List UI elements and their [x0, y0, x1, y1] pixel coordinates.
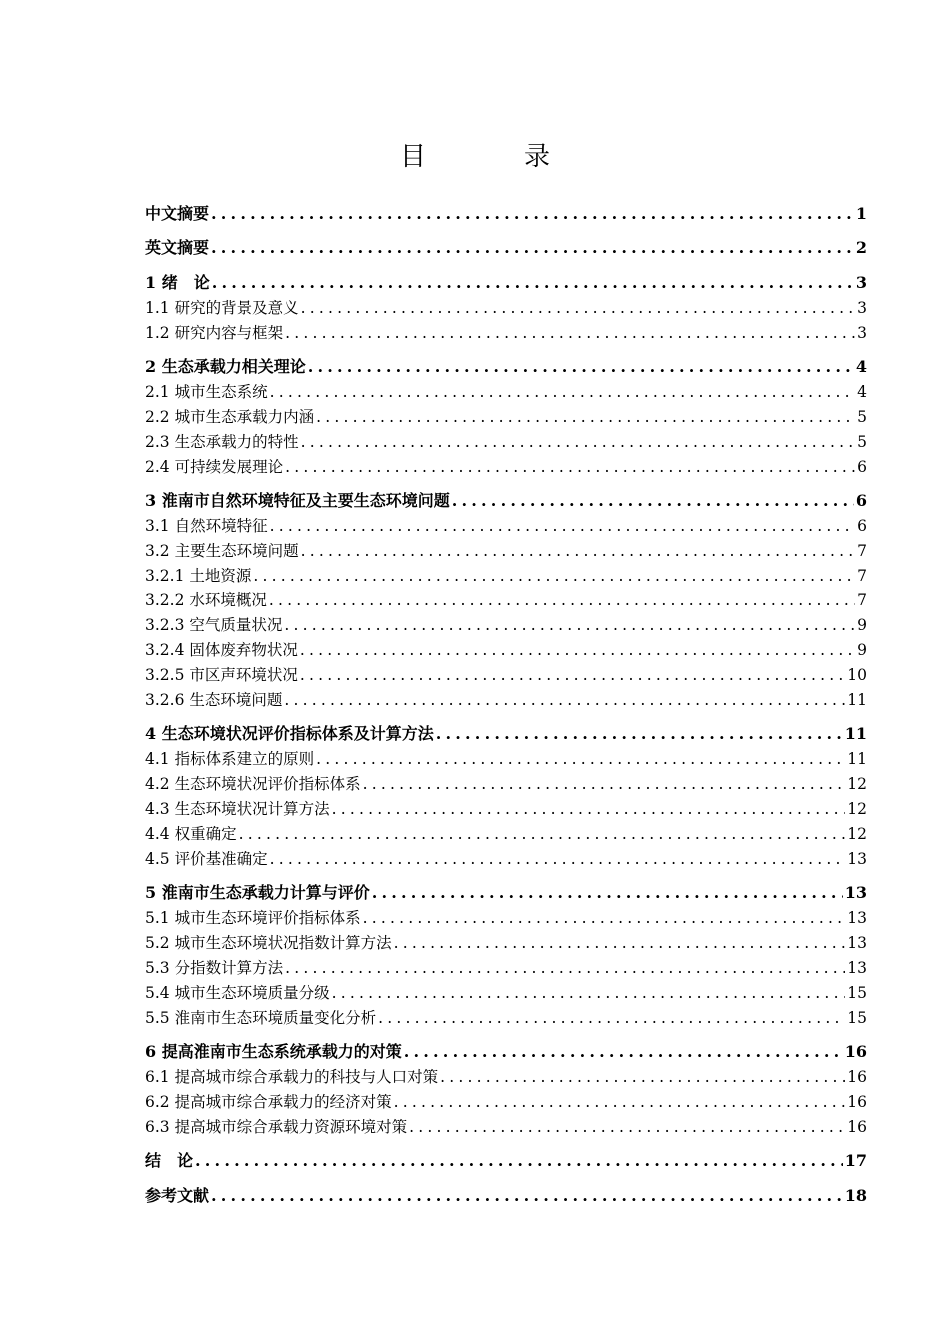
toc-entry[interactable]: [145, 747, 867, 772]
toc-entry-page: 7: [857, 591, 867, 610]
toc-entry[interactable]: [145, 688, 867, 713]
toc-entry[interactable]: [145, 956, 867, 981]
toc-entry-label: 参考文献: [145, 1185, 210, 1205]
toc-entry[interactable]: [145, 588, 867, 613]
toc-leader-dots: [270, 514, 856, 539]
toc-entry-label: 4.3 生态环境状况计算方法: [145, 800, 330, 819]
toc-leader-dots: [253, 564, 855, 589]
toc-entry[interactable]: [145, 1115, 867, 1140]
toc-leader-dots: [195, 1149, 843, 1174]
toc-leader-dots: [440, 1065, 845, 1090]
toc-entry-page: 13: [847, 934, 867, 953]
toc-entry-label: 1 绪 论: [145, 272, 210, 292]
toc-entry[interactable]: [145, 514, 867, 539]
toc-entry-page: 5: [857, 432, 867, 451]
toc-entry-page: 3: [857, 298, 867, 317]
toc-leader-dots: [211, 236, 854, 261]
toc-entry-page: 16: [847, 1117, 867, 1136]
toc-entry[interactable]: [145, 564, 867, 589]
toc-leader-dots: [269, 588, 855, 613]
toc-entry[interactable]: [145, 321, 867, 346]
toc-entry-label: 3.2 主要生态环境问题: [145, 541, 299, 560]
toc-entry-label: 2.3 生态承载力的特性: [145, 432, 299, 451]
toc-leader-dots: [363, 772, 846, 797]
toc-entry[interactable]: [145, 613, 867, 638]
toc-entry[interactable]: [145, 722, 867, 747]
toc-entry-page: 2: [855, 238, 867, 258]
toc-leader-dots: [404, 1040, 843, 1065]
table-of-contents: [145, 202, 867, 1208]
toc-entry[interactable]: [145, 931, 867, 956]
toc-entry-label: 5.1 城市生态环境评价指标体系: [145, 909, 361, 928]
toc-entry-page: 11: [847, 750, 867, 769]
toc-entry[interactable]: [145, 847, 867, 872]
page-title: 目 录: [399, 142, 586, 172]
toc-entry[interactable]: [145, 202, 867, 227]
toc-entry-label: 4 生态环境状况评价指标体系及计算方法: [145, 724, 434, 744]
toc-entry[interactable]: [145, 236, 867, 261]
toc-entry-label: 5.4 城市生态环境质量分级: [145, 983, 330, 1002]
toc-leader-dots: [308, 355, 854, 380]
toc-entry-label: 4.5 评价基准确定: [145, 849, 268, 868]
toc-leader-dots: [301, 296, 856, 321]
toc-entry[interactable]: [145, 355, 867, 380]
toc-leader-dots: [300, 663, 845, 688]
toc-leader-dots: [212, 271, 854, 296]
toc-entry-page: 9: [857, 616, 867, 635]
toc-leader-dots: [285, 321, 855, 346]
toc-entry-label: 3.2.4 固体废弃物状况: [145, 641, 298, 660]
toc-leader-dots: [300, 638, 855, 663]
toc-entry-label: 3.2.6 生态环境问题: [145, 691, 283, 710]
toc-entry[interactable]: [145, 1090, 867, 1115]
toc-entry[interactable]: [145, 797, 867, 822]
toc-entry-label: 3 淮南市自然环境特征及主要生态环境问题: [145, 490, 450, 510]
toc-leader-dots: [409, 1115, 845, 1140]
toc-leader-dots: [378, 1006, 845, 1031]
toc-leader-dots: [316, 405, 855, 430]
toc-entry-page: 13: [847, 849, 867, 868]
toc-entry-page: 7: [857, 566, 867, 585]
toc-entry-page: 12: [847, 800, 867, 819]
toc-entry[interactable]: [145, 296, 867, 321]
toc-entry-label: 6.3 提高城市综合承载力资源环境对策: [145, 1117, 408, 1136]
toc-entry[interactable]: [145, 1184, 867, 1209]
toc-entry[interactable]: [145, 430, 867, 455]
toc-leader-dots: [270, 847, 846, 872]
toc-entry-label: 4.1 指标体系建立的原则: [145, 750, 315, 769]
toc-entry-page: 16: [847, 1092, 867, 1111]
toc-entry-label: 5.5 淮南市生态环境质量变化分析: [145, 1008, 377, 1027]
toc-entry[interactable]: [145, 1149, 867, 1174]
toc-entry[interactable]: [145, 1040, 867, 1065]
toc-entry-page: 13: [847, 958, 867, 977]
toc-leader-dots: [270, 380, 856, 405]
toc-entry-page: 12: [847, 775, 867, 794]
toc-entry-label: 4.4 权重确定: [145, 824, 237, 843]
toc-entry[interactable]: [145, 881, 867, 906]
toc-leader-dots: [372, 881, 843, 906]
toc-entry-page: 13: [844, 883, 867, 903]
toc-entry[interactable]: [145, 539, 867, 564]
toc-entry-page: 15: [847, 983, 867, 1002]
toc-entry-label: 3.2.3 空气质量状况: [145, 616, 283, 635]
toc-entry-label: 5.2 城市生态环境状况指数计算方法: [145, 934, 392, 953]
toc-entry-page: 10: [847, 666, 867, 685]
toc-entry-page: 13: [847, 909, 867, 928]
toc-leader-dots: [316, 747, 845, 772]
toc-leader-dots: [436, 722, 843, 747]
toc-leader-dots: [285, 956, 845, 981]
toc-entry[interactable]: [145, 906, 867, 931]
toc-leader-dots: [211, 1184, 843, 1209]
toc-entry-page: 6: [855, 490, 867, 510]
toc-entry-label: 4.2 生态环境状况评价指标体系: [145, 775, 361, 794]
toc-entry-page: 1: [855, 204, 867, 223]
toc-entry-page: 18: [844, 1185, 867, 1205]
toc-entry-label: 3.2.2 水环境概况: [145, 591, 267, 610]
toc-entry-page: 15: [847, 1008, 867, 1027]
toc-entry-page: 17: [844, 1151, 867, 1171]
toc-entry-page: 9: [857, 641, 867, 660]
toc-entry-page: 6: [857, 457, 867, 476]
toc-leader-dots: [394, 931, 846, 956]
toc-entry[interactable]: [145, 663, 867, 688]
toc-entry[interactable]: [145, 405, 867, 430]
toc-entry[interactable]: [145, 1065, 867, 1090]
toc-entry-label: 2.4 可持续发展理论: [145, 457, 284, 476]
toc-leader-dots: [284, 688, 845, 713]
toc-leader-dots: [284, 613, 855, 638]
toc-entry[interactable]: [145, 638, 867, 663]
toc-entry[interactable]: [145, 489, 867, 514]
toc-entry-page: 12: [847, 824, 867, 843]
toc-entry-label: 3.2.1 土地资源: [145, 566, 252, 585]
toc-leader-dots: [363, 906, 846, 931]
toc-entry-label: 1.1 研究的背景及意义: [145, 298, 299, 317]
toc-leader-dots: [332, 797, 846, 822]
toc-entry-page: 11: [847, 691, 867, 710]
toc-leader-dots: [452, 489, 854, 514]
toc-entry-label: 5.3 分指数计算方法: [145, 958, 284, 977]
toc-leader-dots: [332, 981, 846, 1006]
toc-entry[interactable]: [145, 1006, 867, 1031]
toc-entry-label: 1.2 研究内容与框架: [145, 323, 284, 342]
toc-entry[interactable]: [145, 981, 867, 1006]
toc-entry-page: 16: [844, 1042, 867, 1062]
toc-entry-page: 3: [855, 272, 867, 292]
toc-entry-page: 7: [857, 541, 867, 560]
toc-entry[interactable]: [145, 271, 867, 296]
toc-entry-page: 16: [847, 1068, 867, 1086]
toc-entry-label: 结 论: [145, 1151, 194, 1171]
toc-entry[interactable]: [145, 772, 867, 797]
toc-entry-page: 5: [857, 407, 867, 426]
toc-leader-dots: [301, 539, 856, 564]
toc-entry-label: 5 淮南市生态承载力计算与评价: [145, 883, 370, 903]
toc-entry-page: 4: [857, 382, 867, 401]
toc-leader-dots: [301, 430, 856, 455]
toc-entry-page: 6: [857, 516, 867, 535]
toc-leader-dots: [211, 202, 854, 227]
toc-entry-label: 6.1 提高城市综合承载力的科技与人口对策: [145, 1068, 439, 1086]
toc-leader-dots: [394, 1090, 846, 1115]
toc-entry-label: 英文摘要: [145, 238, 210, 258]
toc-leader-dots: [285, 455, 855, 480]
toc-entry-label: 中文摘要: [145, 204, 210, 223]
toc-entry-label: 3.1 自然环境特征: [145, 516, 268, 535]
toc-entry-page: 11: [844, 724, 867, 744]
toc-entry-page: 4: [855, 356, 867, 376]
toc-entry[interactable]: [145, 380, 867, 405]
toc-entry-page: 3: [857, 323, 867, 342]
toc-entry-label: 6.2 提高城市综合承载力的经济对策: [145, 1092, 392, 1111]
toc-entry-label: 3.2.5 市区声环境状况: [145, 666, 298, 685]
toc-leader-dots: [239, 822, 846, 847]
toc-entry[interactable]: [145, 822, 867, 847]
toc-entry-label: 6 提高淮南市生态系统承载力的对策: [145, 1042, 402, 1062]
toc-entry[interactable]: [145, 455, 867, 480]
toc-entry-label: 2.2 城市生态承载力内涵: [145, 407, 315, 426]
toc-entry-label: 2.1 城市生态系统: [145, 382, 268, 401]
toc-entry-label: 2 生态承载力相关理论: [145, 356, 306, 376]
